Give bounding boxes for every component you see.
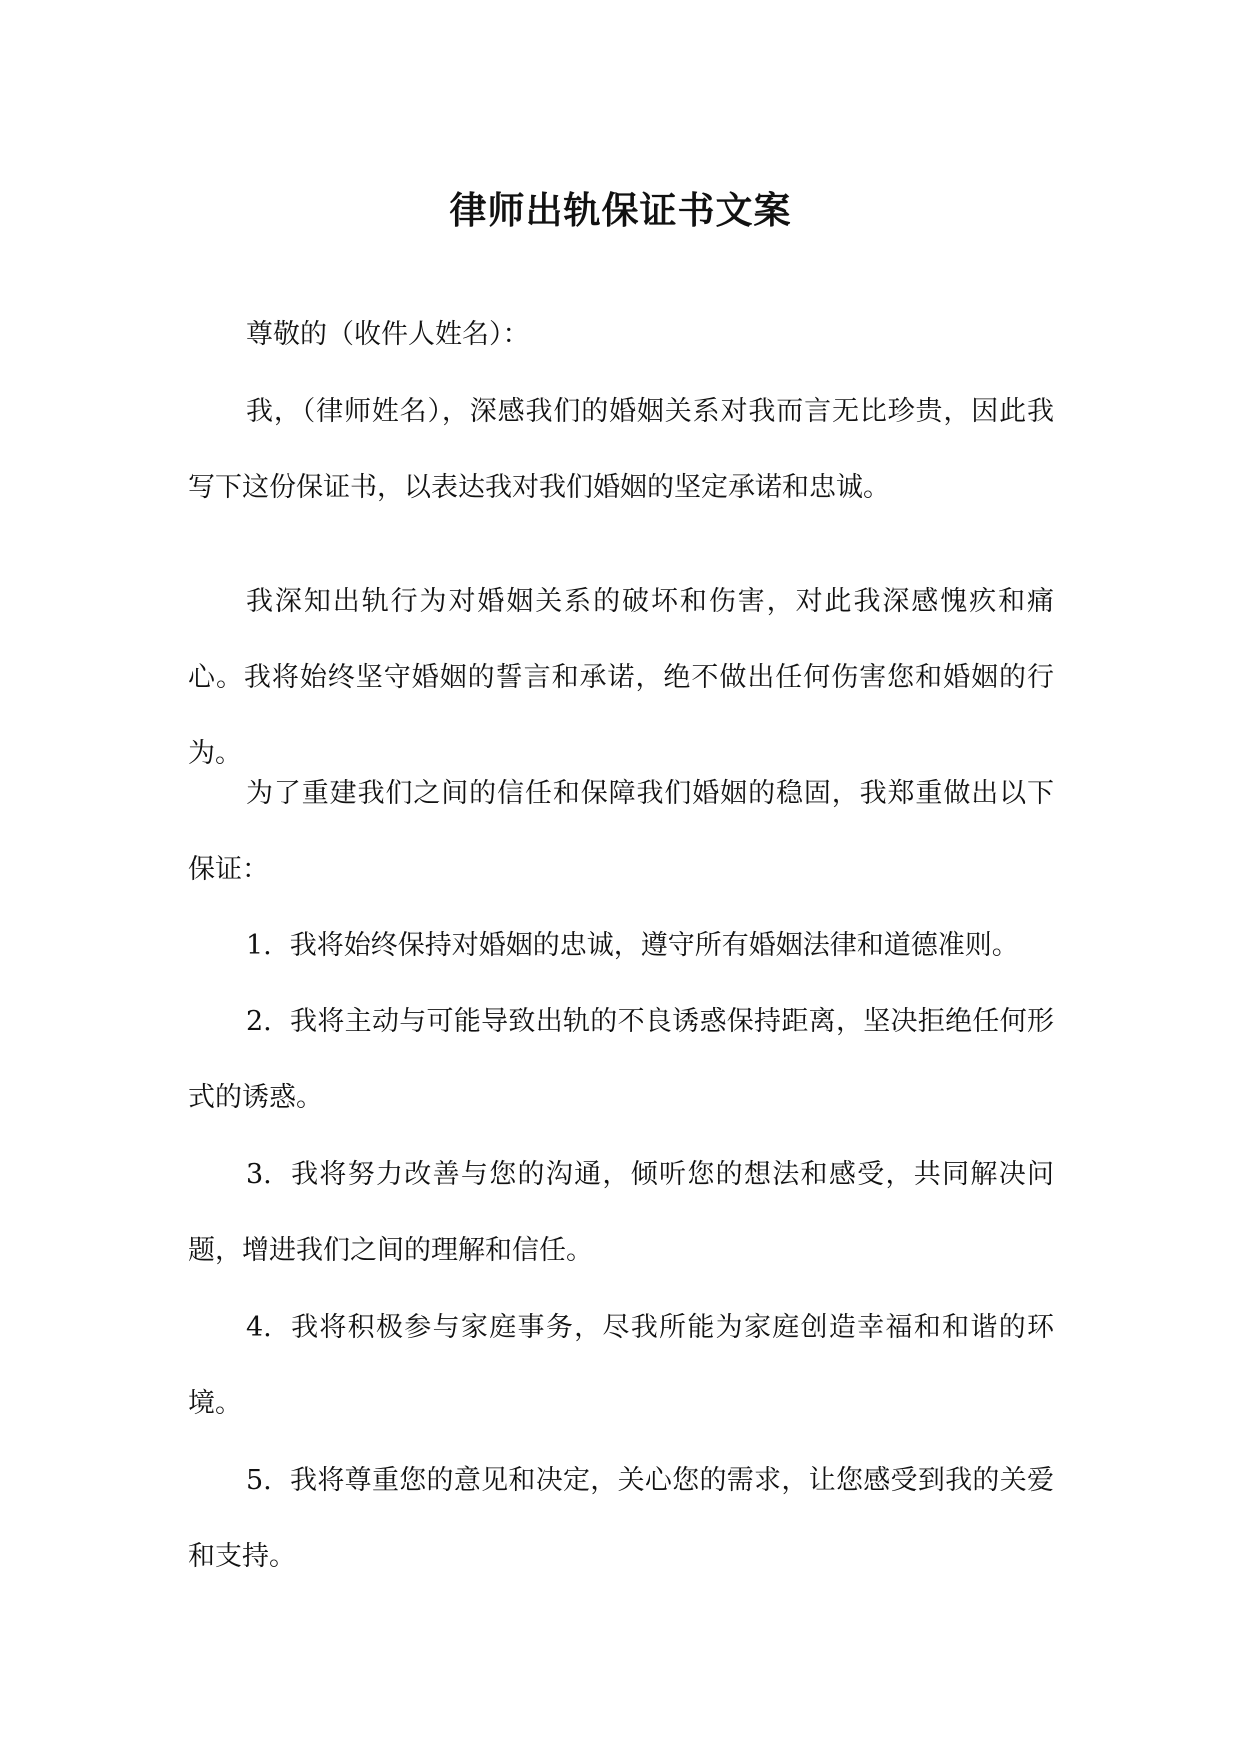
- list-item: [188, 1290, 1054, 1442]
- list-item-number: 5.: [246, 1465, 272, 1496]
- list-item-text: 我将主动与可能导致出轨的不良诱惑保持距离，坚决拒绝任何形式的诱惑。: [188, 1006, 1054, 1113]
- list-item-number: 1.: [246, 930, 272, 961]
- greeting: 尊敬的（收件人姓名）：: [246, 319, 530, 350]
- list-item-number: 4.: [246, 1312, 272, 1343]
- document-title: 律师出轨保证书文案: [449, 188, 792, 232]
- list-item: [188, 984, 1054, 1136]
- list-item-number: 3.: [246, 1159, 272, 1190]
- paragraph: 为了重建我们之间的信任和保障我们婚姻的稳固，我郑重做出以下保证：: [188, 778, 1054, 885]
- list-item-text: 我将努力改善与您的沟通，倾听您的想法和感受，共同解决问题，增进我们之间的理解和信任。: [188, 1159, 1054, 1266]
- list-item-text: 我将尊重您的意见和决定，关心您的需求，让您感受到我的关爱和支持。: [188, 1465, 1054, 1572]
- list-item-number: 2.: [246, 1006, 272, 1037]
- paragraph: 我，（律师姓名），深感我们的婚姻关系对我而言无比珍贵，因此我写下这份保证书，以表达我对我们婚姻的坚定承诺和忠诚。: [188, 396, 1054, 503]
- list-item-text: 我将积极参与家庭事务，尽我所能为家庭创造幸福和和谐的环境。: [188, 1312, 1054, 1419]
- list-item: [188, 1443, 1054, 1595]
- list-item: [188, 908, 1054, 984]
- paragraph: 我深知出轨行为对婚姻关系的破坏和伤害，对此我深感愧疚和痛心。我将始终坚守婚姻的誓言和承诺，绝不做出任何伤害您和婚姻的行为。: [188, 586, 1054, 769]
- list-item-text: 我将始终保持对婚姻的忠诚，遵守所有婚姻法律和道德准则。: [289, 930, 1019, 961]
- list-item: [188, 1137, 1054, 1289]
